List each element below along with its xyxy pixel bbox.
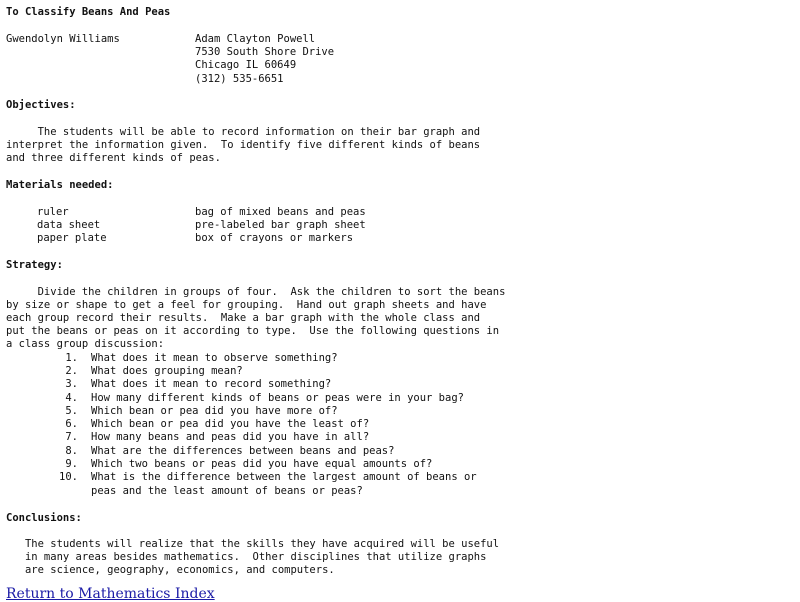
strategy-line: a class group discussion:: [6, 338, 165, 350]
question-text: How many beans and peas did you have in all?: [91, 431, 370, 443]
material-item: pre-labeled bar graph sheet: [195, 219, 366, 231]
question-number: 10.: [59, 471, 78, 483]
question-text: What does it mean to observe something?: [91, 352, 338, 364]
question-text: peas and the least amount of beans or peas?: [91, 485, 363, 497]
question-text: What are the differences between beans and peas?: [91, 445, 395, 457]
strategy-line: by size or shape to get a feel for grouping. Hand out graph sheets and have: [6, 299, 487, 311]
school-city: Chicago IL 60649: [195, 59, 297, 71]
material-item: paper plate: [37, 232, 107, 244]
strategy-heading: Strategy:: [6, 259, 63, 271]
question-number: 6.: [65, 418, 78, 430]
question-text: Which two beans or peas did you have equal amounts of?: [91, 458, 433, 470]
question-number: 7.: [65, 431, 78, 443]
material-item: ruler: [37, 206, 69, 218]
question-text: How many different kinds of beans or peas were in your bag?: [91, 392, 464, 404]
question-text: What does grouping mean?: [91, 365, 243, 377]
question-text: Which bean or pea did you have the least of?: [91, 418, 370, 430]
question-number: 4.: [65, 392, 78, 404]
strategy-line: put the beans or peas on it according to type. Use the following questions in: [6, 325, 500, 337]
material-item: bag of mixed beans and peas: [195, 206, 366, 218]
conclusions-line: The students will realize that the skills they have acquired will be useful: [6, 538, 500, 550]
material-item: box of crayons or markers: [195, 232, 354, 244]
question-number: 8.: [65, 445, 78, 457]
strategy-line: each group record their results. Make a bar graph with the whole class and: [6, 312, 481, 324]
question-number: 3.: [65, 378, 78, 390]
school-name: Adam Clayton Powell: [195, 33, 316, 45]
school-street: 7530 South Shore Drive: [195, 46, 335, 58]
question-text: Which bean or pea did you have more of?: [91, 405, 338, 417]
objectives-line: interpret the information given. To identify five different kinds of beans: [6, 139, 481, 151]
return-to-mathematics-index-link[interactable]: Return to Mathematics Index: [6, 586, 215, 602]
objectives-line: The students will be able to record information on their bar graph and: [6, 126, 481, 138]
conclusions-heading: Conclusions:: [6, 512, 82, 524]
author-name: Gwendolyn Williams: [6, 33, 120, 45]
page-title: To Classify Beans And Peas: [6, 6, 171, 18]
conclusions-line: are science, geography, economics, and computers.: [6, 564, 335, 576]
question-number: 5.: [65, 405, 78, 417]
material-item: data sheet: [37, 219, 101, 231]
question-text: What is the difference between the largest amount of beans or: [91, 471, 477, 483]
school-phone: (312) 535-6651: [195, 73, 284, 85]
conclusions-line: in many areas besides mathematics. Other disciplines that utilize graphs: [6, 551, 487, 563]
question-number: 2.: [65, 365, 78, 377]
strategy-line: Divide the children in groups of four. Ask the children to sort the beans: [6, 286, 506, 298]
question-number: 1.: [65, 352, 78, 364]
materials-heading: Materials needed:: [6, 179, 114, 191]
question-number: 9.: [65, 458, 78, 470]
question-text: What does it mean to record something?: [91, 378, 332, 390]
objectives-heading: Objectives:: [6, 99, 76, 111]
objectives-line: and three different kinds of peas.: [6, 152, 221, 164]
